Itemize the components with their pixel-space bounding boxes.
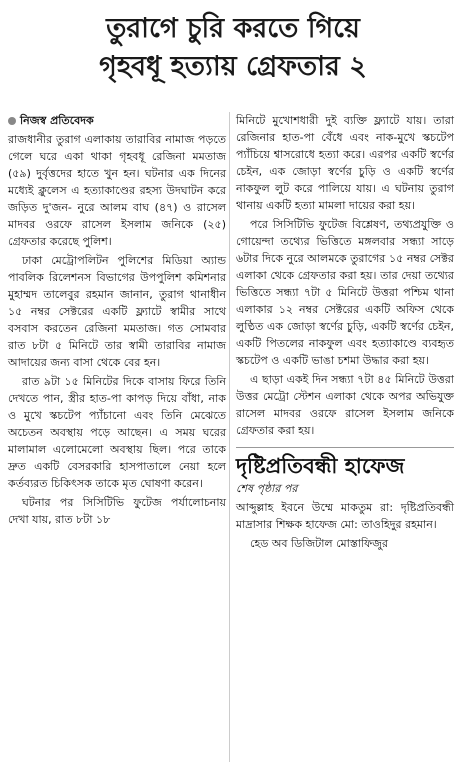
article-paragraph: পরে সিসিটিভি ফুটেজ বিশ্লেষণ, তথ্যপ্রযুক্তি ও গোয়েন্দা তথ্যের ভিত্তিতে মঙ্গলবার সন্ধ্যা সাড়ে ৬টার দিকে নুরে আলমকে তুরাগের ১৫ নম্বর সেক্টর এলাকা থেকে গ্রেফতার করা হয়। তার দেয়া তথ্যের ভিত্তিতে সন্ধ্যা ৭টা ৫ মিনিটে উত্তরা পশ্চিম থানা এলাকার ১২ নম্বর সেক্টরের একটি অফিস থেকে লুণ্ঠিত এক জোড়া স্বর্ণের চুড়ি, একটি স্বর্ণের চেইন, একটি পিতলের নাকফুল এবং হত্যাকাণ্ডে ব্যবহৃত স্কচটেপ ও একটি ভাঙা চশমা উদ্ধার করা হয়। — [236, 218, 454, 367]
headline — [0, 0, 466, 86]
byline — [8, 112, 226, 129]
left-column — [8, 112, 226, 530]
bullet-icon — [8, 117, 16, 125]
article-paragraph: মিনিটে মুখোশধারী দুই ব্যক্তি ফ্ল্যাটে যায়। তারা রেজিনার হাত-পা বেঁধে এবং নাক-মুখে স্কচটেপ প্যাঁচিয়ে শ্বাসরোধে হত্যা করে। এরপর একটি স্বর্ণের চেইন, এক জোড়া স্বর্ণের চুড়ি ও একটি স্বর্ণের নাকফুল লুট করে পালিয়ে যায়। এ ঘটনায় তুরাগ থানায় একটি হত্যা মামলা দায়ের করা হয়। — [236, 114, 454, 212]
article-paragraph: এ ছাড়া একই দিন সন্ধ্যা ৭টা ৪৫ মিনিটে উত্তরা উত্তর মেট্রো স্টেশন এলাকা থেকে অপর অভিযুক্ত রাসেল মাদবর ওরফে রাসেল ইসলাম জনিকে গ্রেফতার করা হয়। — [236, 373, 454, 437]
second-story-paragraph: আব্দুল্লাহ ইবনে উম্মে মাকতুম রা: দৃষ্টিপ্রতিবন্ধী মাদ্রাসার শিক্ষক হাফেজ মো: তাওহিদুর রহমান। — [236, 501, 454, 531]
article-paragraph: রাজধানীর তুরাগ এলাকায় তারাবির নামাজ পড়তে গেলে ঘরে একা থাকা গৃহবধূ রেজিনা মমতাজ (৫৯) দুর্বৃত্তদের হাতে খুন হন। ঘটনার এক দিনের মধ্যেই ক্লুলেস এ হত্যাকাণ্ডের রহস্য উদঘাটন করে জড়িত দু'জন- নুরে আলম বাঘ (৪৭) ও রাসেল মাদবর ওরফে রাসেল ইসলাম জনিকে (২৫) গ্রেফতার করেছে পুলিশ। — [8, 133, 226, 248]
story-separator — [236, 447, 454, 448]
article-paragraph: ঘটনার পর সিসিটিভি ফুটেজ পর্যালোচনায় দেখা যায়, রাত ৮টা ১৮ — [8, 496, 226, 526]
second-story-headline: দৃষ্টিপ্রতিবন্ধী হাফেজ — [236, 454, 405, 478]
byline-text: নিজস্ব প্রতিবেদক — [20, 114, 94, 127]
article-paragraph: ঢাকা মেট্রোপলিটন পুলিশের মিডিয়া অ্যান্ড পাবলিক রিলেশনস বিভাগের উপপুলিশ কমিশনার মুহাম্মদ তালেবুর রহমান জানান, তুরাগ থানাধীন ১৫ নম্বর সেক্টরের একটি ফ্ল্যাটে স্বামীর সাথে বসবাস করতেন রেজিনা মমতাজ। গত সোমবার রাত ৮টা ৫ মিনিটে তার স্বামী তারাবির নামাজ আদায়ের জন্য বাসা থেকে বের হন। — [8, 254, 226, 369]
headline-line-2: গৃহবধূ হত্যায় গ্রেফতার ২ — [99, 51, 367, 82]
continued-note: শেষ পৃষ্ঠার পর — [236, 482, 298, 495]
right-column — [236, 112, 454, 554]
second-story-paragraph: হেড অব ডিজিটাল মোস্তাফিজুর — [250, 537, 389, 550]
headline-line-1: তুরাগে চুরি করতে গিয়ে — [106, 13, 360, 44]
article-paragraph: রাত ৯টা ১৫ মিনিটের দিকে বাসায় ফিরে তিনি দেখতে পান, স্ত্রীর হাত-পা কাপড় দিয়ে বাঁধা, নাক ও মুখে স্কচটেপ প্যাঁচানো এবং তিনি মেঝেতে অচেতন অবস্থায় পড়ে আছেন। এ সময় ঘরের মালামাল এলোমেলো অবস্থায় ছিল। পরে তাকে দ্রুত একটি বেসরকারি হাসপাতালে নেয়া হলে কর্তব্যরত চিকিৎসক তাকে মৃত ঘোষণা করেন। — [8, 375, 226, 490]
column-divider — [229, 112, 230, 762]
